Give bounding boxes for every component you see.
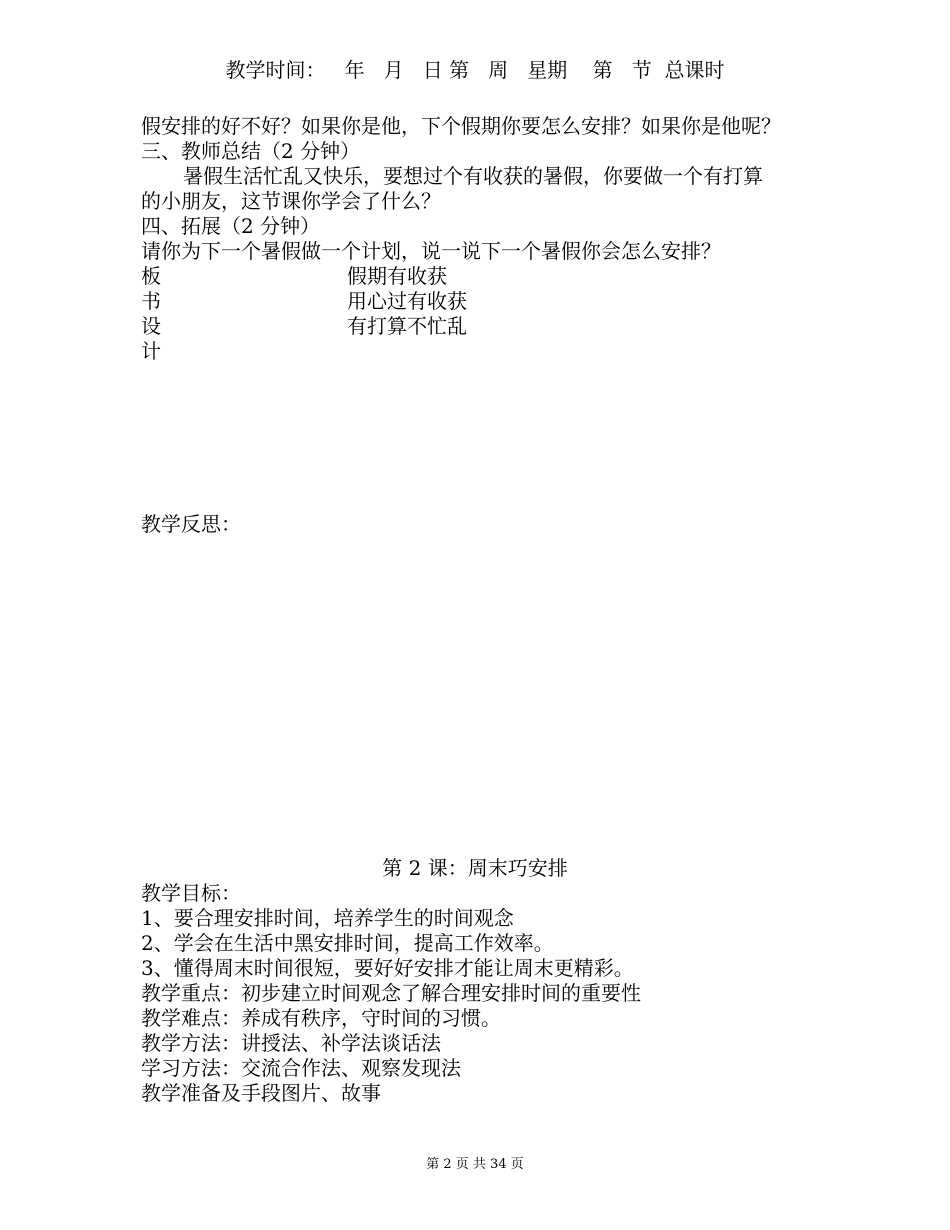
board-label-1: 板 (141, 264, 161, 288)
goal-item-1: 1、要合理安排时间，培养学生的时间观念 (141, 906, 514, 930)
section-3-title: 三、教师总结（2 分钟） (141, 139, 361, 163)
extension-text: 请你为下一个暑假做一个计划，说一说下一个暑假你会怎么安排？ (141, 239, 721, 263)
page-header: 教学时间： 年 月 日 第 周 星期 第 节 总课时 (225, 58, 725, 82)
goals-label: 教学目标： (141, 881, 241, 905)
board-label-4: 计 (141, 339, 161, 363)
goal-item-3: 3、懂得周末时间很短，要好好安排才能让周末更精彩。 (141, 956, 634, 980)
goal-item-2: 2、学会在生活中黑安排时间，提高工作效率。 (141, 931, 554, 955)
board-item-1: 假期有收获 (347, 264, 447, 288)
board-item-3: 有打算不忙乱 (347, 314, 467, 338)
content-line-1: 假安排的好不好？如果你是他，下个假期你要怎么安排？如果你是他呢？ (141, 114, 781, 138)
learning-method: 学习方法：交流合作法、观察发现法 (141, 1056, 461, 1080)
preparation: 教学准备及手段图片、故事 (141, 1081, 381, 1105)
board-label-3: 设 (141, 314, 161, 338)
section-4-title: 四、拓展（2 分钟） (141, 214, 321, 238)
difficulty: 教学难点：养成有秩序，守时间的习惯。 (141, 1006, 501, 1030)
teaching-method: 教学方法：讲授法、补学法谈话法 (141, 1031, 441, 1055)
key-point: 教学重点：初步建立时间观念了解合理安排时间的重要性 (141, 981, 641, 1005)
summary-line-2: 的小朋友，这节课你学会了什么？ (141, 189, 441, 213)
board-label-2: 书 (141, 289, 161, 313)
board-item-2: 用心过有收获 (347, 289, 467, 313)
reflection-label: 教学反思： (141, 512, 241, 536)
lesson-2-title: 第 2 课：周末巧安排 (382, 856, 568, 880)
summary-line-1: 暑假生活忙乱又快乐，要想过个有收获的暑假，你要做一个有打算 (183, 164, 763, 188)
page-footer: 第 2 页 共 34 页 (426, 1157, 524, 1172)
